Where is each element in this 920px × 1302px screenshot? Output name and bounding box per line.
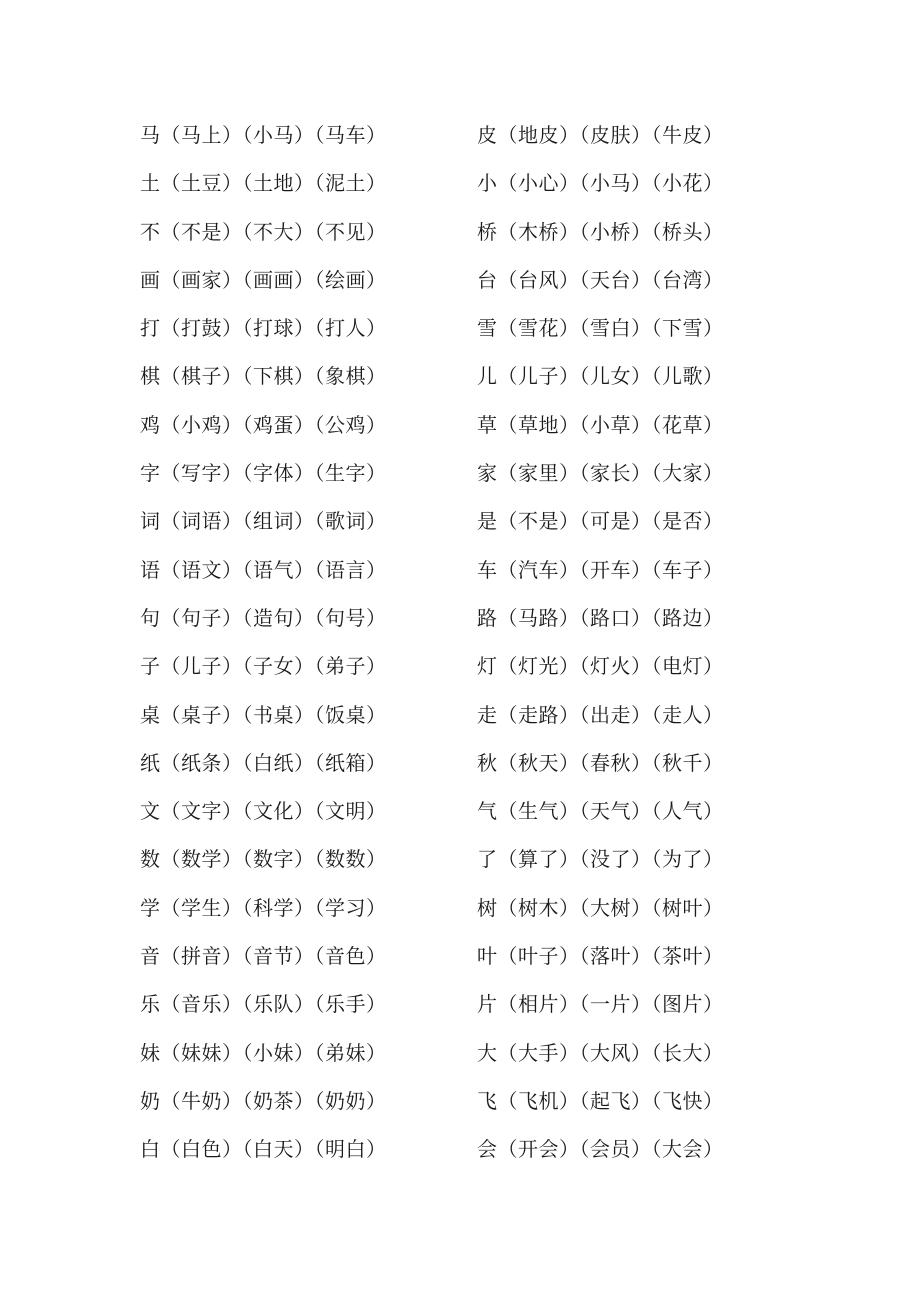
word-entry: 妹（妹妹）（小妹）（弟妹）	[140, 1040, 387, 1065]
word-entry: 了（算了）（没了）（为了）	[477, 847, 724, 872]
word-entry: 不（不是）（不大）（不见）	[140, 219, 387, 244]
word-entry: 飞（飞机）（起飞）（飞快）	[477, 1088, 724, 1113]
word-entry: 乐（音乐）（乐队）（乐手）	[140, 992, 387, 1017]
word-entry: 纸（纸条）（白纸）（纸箱）	[140, 750, 387, 775]
word-entry: 草（草地）（小草）（花草）	[477, 412, 724, 437]
word-entry: 皮（地皮）（皮肤）（牛皮）	[477, 123, 724, 147]
word-entry: 句（句子）（造句）（句号）	[140, 605, 387, 630]
word-entry: 片（相片）（一片）（图片）	[477, 992, 724, 1017]
left-word-column	[140, 111, 460, 1174]
word-entry: 白（白色）（白天）（明白）	[140, 1137, 387, 1162]
word-entry: 会（开会）（会员）（大会）	[477, 1137, 724, 1162]
word-entry: 土（土豆）（土地）（泥土）	[140, 171, 387, 196]
word-entry: 家（家里）（家长）（大家）	[477, 461, 724, 486]
word-entry: 雪（雪花）（雪白）（下雪）	[477, 316, 724, 341]
word-entry: 走（走路）（出走）（走人）	[477, 702, 724, 727]
word-entry: 学（学生）（科学）（学习）	[140, 895, 387, 920]
word-entry: 路（马路）（路口）（路边）	[477, 605, 724, 630]
word-entry: 数（数学）（数字）（数数）	[140, 847, 387, 872]
word-entry: 鸡（小鸡）（鸡蛋）（公鸡）	[140, 412, 387, 437]
word-entry: 台（台风）（天台）（台湾）	[477, 267, 724, 292]
word-entry: 叶（叶子）（落叶）（茶叶）	[477, 944, 724, 969]
word-entry: 树（树木）（大树）（树叶）	[477, 895, 724, 920]
word-entry: 子（儿子）（子女）（弟子）	[140, 654, 387, 679]
word-entry: 马（马上）（小马）（马车）	[140, 123, 387, 147]
word-entry: 音（拼音）（音节）（音色）	[140, 944, 387, 969]
word-entry: 气（生气）（天气）（人气）	[477, 799, 724, 824]
word-entry: 文（文字）（文化）（文明）	[140, 799, 387, 824]
word-entry: 大（大手）（大风）（长大）	[477, 1040, 724, 1065]
word-entry: 打（打鼓）（打球）（打人）	[140, 316, 387, 341]
word-entry: 词（词语）（组词）（歌词）	[140, 509, 387, 534]
word-entry: 奶（牛奶）（奶茶）（奶奶）	[140, 1088, 387, 1113]
word-entry: 桌（桌子）（书桌）（饭桌）	[140, 702, 387, 727]
word-entry: 桥（木桥）（小桥）（桥头）	[477, 219, 724, 244]
word-entry: 是（不是）（可是）（是否）	[477, 509, 724, 534]
word-entry: 灯（灯光）（灯火）（电灯）	[477, 654, 724, 679]
word-entry: 语（语文）（语气）（语言）	[140, 557, 387, 582]
word-entry: 秋（秋天）（春秋）（秋千）	[477, 750, 724, 775]
word-entry: 小（小心）（小马）（小花）	[477, 171, 724, 196]
right-word-column	[477, 111, 797, 1174]
word-entry: 字（写字）（字体）（生字）	[140, 461, 387, 486]
word-entry: 儿（儿子）（儿女）（儿歌）	[477, 364, 724, 389]
word-entry: 画（画家）（画画）（绘画）	[140, 267, 387, 292]
word-entry: 车（汽车）（开车）（车子）	[477, 557, 724, 582]
word-entry: 棋（棋子）（下棋）（象棋）	[140, 364, 387, 389]
